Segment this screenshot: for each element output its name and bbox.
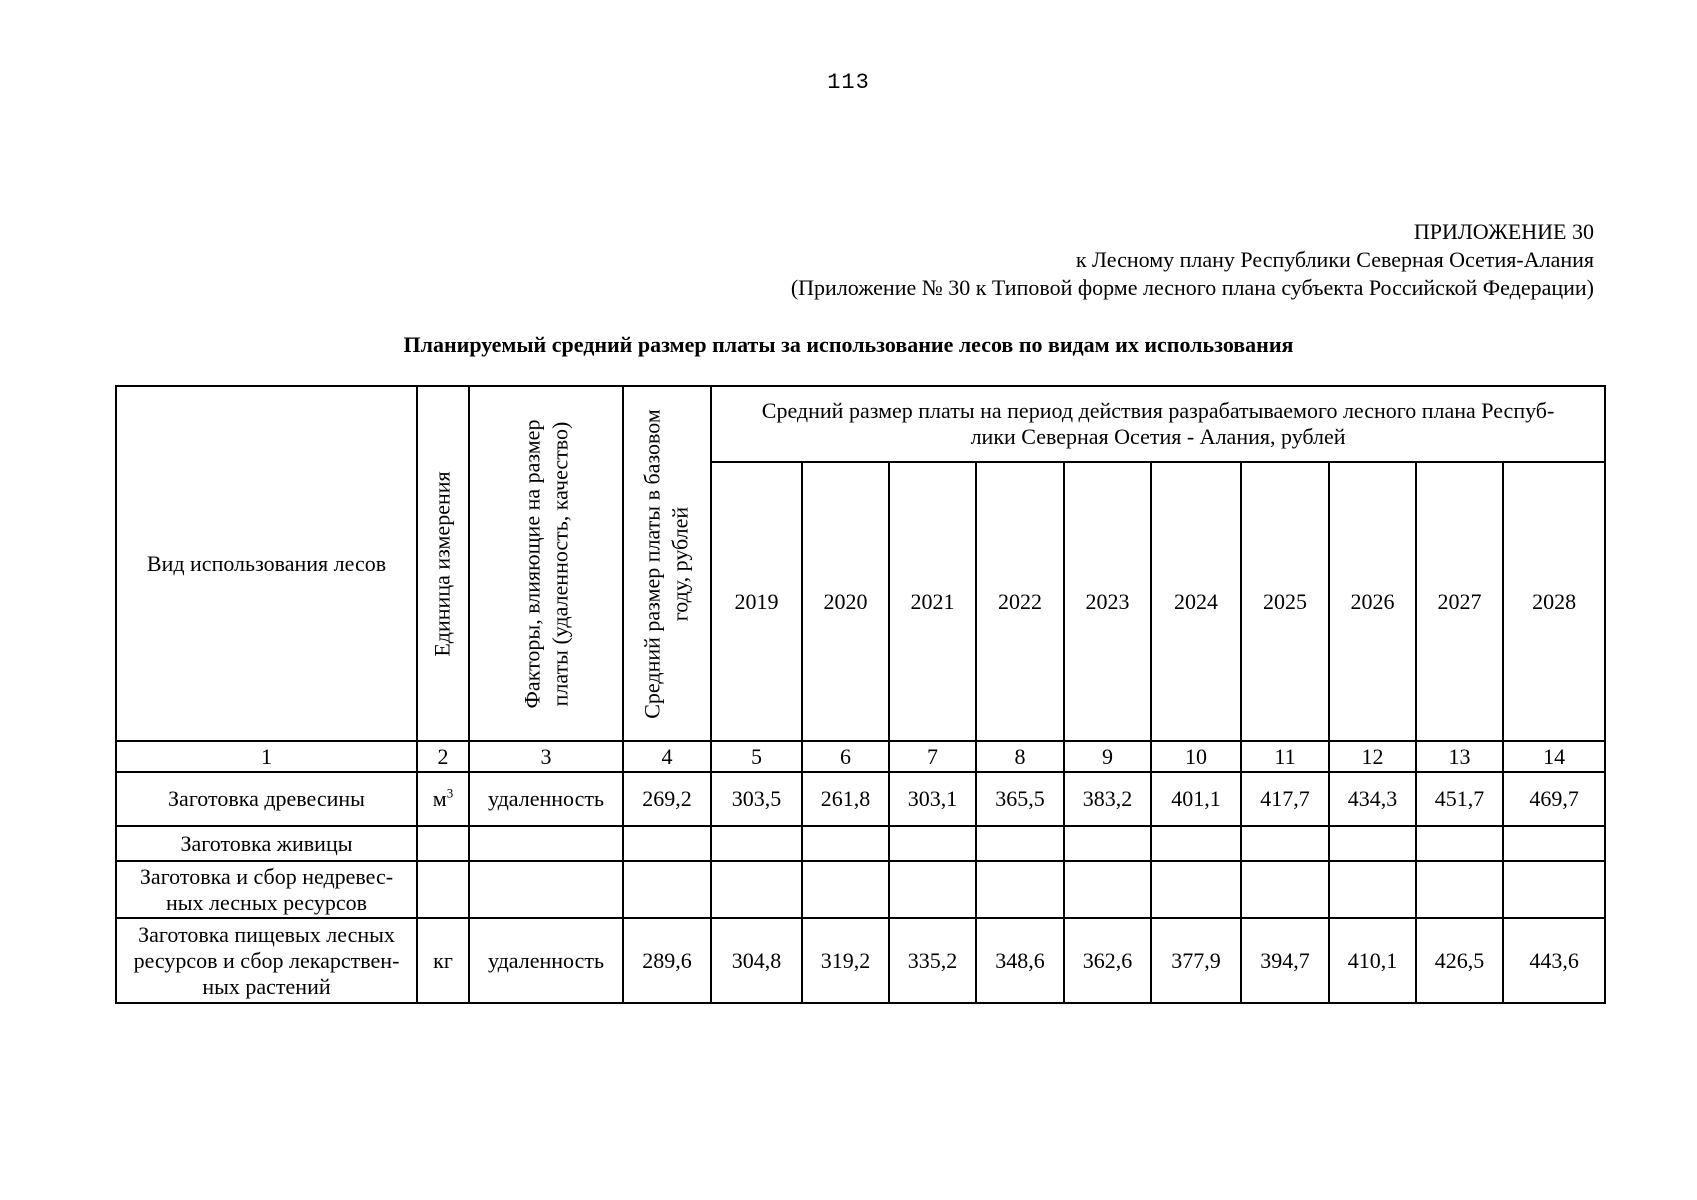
row-year-value	[1241, 861, 1329, 918]
row-year-value: 304,8	[711, 918, 802, 1003]
row-year-value: 303,1	[889, 772, 976, 826]
row-base-value	[623, 861, 711, 918]
row-year-value	[1064, 861, 1151, 918]
row-unit-text: м	[432, 786, 447, 811]
table-row-food-resources	[116, 918, 1605, 1003]
row-year-value: 434,3	[1329, 772, 1416, 826]
header-year: 2026	[1329, 462, 1416, 741]
header-year: 2022	[976, 462, 1064, 741]
row-kind	[116, 918, 417, 1003]
column-number: 11	[1241, 741, 1329, 772]
row-kind-line1: Заготовка пищевых лесных	[138, 921, 395, 947]
row-year-value	[1329, 826, 1416, 861]
header-factors-line1: Факторы, влияющие на размер	[519, 419, 544, 708]
row-year-value: 443,6	[1503, 918, 1605, 1003]
table-row-non-timber	[116, 861, 1605, 918]
row-year-value	[802, 861, 889, 918]
row-factor: удаленность	[469, 918, 623, 1003]
row-year-value	[711, 861, 802, 918]
column-number-row	[116, 741, 1605, 772]
row-kind: Заготовка живицы	[116, 826, 417, 861]
row-year-value	[1416, 826, 1503, 861]
row-year-value	[976, 826, 1064, 861]
row-year-value: 401,1	[1151, 772, 1241, 826]
row-year-value: 383,2	[1064, 772, 1151, 826]
document-title: Планируемый средний размер платы за использование лесов по видам их использования	[403, 332, 1294, 357]
row-kind-line2: ресурсов и сбор лекарствен-	[133, 947, 400, 973]
column-number: 4	[623, 741, 711, 772]
row-year-value: 365,5	[976, 772, 1064, 826]
header-period	[711, 386, 1605, 462]
header-unit	[417, 386, 469, 741]
row-year-value	[802, 826, 889, 861]
header-factors	[469, 386, 623, 741]
row-year-value: 417,7	[1241, 772, 1329, 826]
row-year-value: 303,5	[711, 772, 802, 826]
column-number: 8	[976, 741, 1064, 772]
payment-table	[115, 385, 1606, 1004]
row-unit	[417, 826, 469, 861]
row-base-value	[623, 826, 711, 861]
table-row-resin	[116, 826, 1605, 861]
table-row-timber	[116, 772, 1605, 826]
row-year-value	[889, 826, 976, 861]
row-kind-line1: Заготовка и сбор недревес-	[139, 863, 394, 889]
header-year: 2023	[1064, 462, 1151, 741]
row-year-value: 319,2	[802, 918, 889, 1003]
header-year: 2024	[1151, 462, 1241, 741]
column-number: 7	[889, 741, 976, 772]
row-base-value: 269,2	[623, 772, 711, 826]
row-year-value: 410,1	[1329, 918, 1416, 1003]
row-unit-superscript: 3	[446, 785, 454, 801]
row-year-value: 451,7	[1416, 772, 1503, 826]
row-year-value: 362,6	[1064, 918, 1151, 1003]
appendix-subtitle: к Лесному плану Республики Северная Осетия-Алания	[1075, 247, 1594, 272]
row-year-value	[1503, 861, 1605, 918]
row-unit: кг	[417, 918, 469, 1003]
column-number: 3	[469, 741, 623, 772]
header-factors-text	[518, 419, 574, 708]
row-factor	[469, 861, 623, 918]
row-year-value: 335,2	[889, 918, 976, 1003]
row-year-value	[1503, 826, 1605, 861]
header-year: 2027	[1416, 462, 1503, 741]
row-year-value	[1064, 826, 1151, 861]
header-row-1	[116, 386, 1605, 462]
column-number: 14	[1503, 741, 1605, 772]
header-year: 2028	[1503, 462, 1605, 741]
row-year-value	[711, 826, 802, 861]
header-year: 2020	[802, 462, 889, 741]
header-year: 2021	[889, 462, 976, 741]
row-unit	[417, 772, 469, 826]
row-base-value: 289,6	[623, 918, 711, 1003]
page-number: 113	[827, 70, 870, 95]
column-number: 2	[417, 741, 469, 772]
row-kind-line3: ных растений	[202, 973, 331, 999]
row-kind	[116, 861, 417, 918]
header-base-line2: году, рублей	[668, 506, 694, 621]
appendix-reference: (Приложение № 30 к Типовой форме лесного плана субъекта Российской Федерации)	[790, 275, 1594, 300]
row-kind-line2: ных лесных ресурсов	[165, 889, 368, 915]
appendix-title: ПРИЛОЖЕНИЕ 30	[1413, 219, 1594, 244]
header-base-text	[639, 409, 695, 718]
column-number: 5	[711, 741, 802, 772]
header-period-line1: Средний размер платы на период действия разрабатываемого лесного плана Респуб-	[761, 398, 1555, 423]
row-year-value	[1151, 861, 1241, 918]
row-year-value	[1241, 826, 1329, 861]
header-period-line2: лики Северная Осетия - Алания, рублей	[970, 424, 1346, 449]
appendix-header	[791, 218, 1594, 302]
header-kind: Вид использования лесов	[116, 386, 417, 741]
row-unit	[417, 861, 469, 918]
column-number: 9	[1064, 741, 1151, 772]
row-year-value	[1151, 826, 1241, 861]
column-number: 13	[1416, 741, 1503, 772]
row-factor	[469, 826, 623, 861]
row-year-value: 377,9	[1151, 918, 1241, 1003]
header-base	[623, 386, 711, 741]
row-kind: Заготовка древесины	[116, 772, 417, 826]
row-year-value	[976, 861, 1064, 918]
row-year-value	[889, 861, 976, 918]
row-year-value: 469,7	[1503, 772, 1605, 826]
column-number: 6	[802, 741, 889, 772]
row-year-value	[1416, 861, 1503, 918]
row-year-value: 261,8	[802, 772, 889, 826]
column-number: 10	[1151, 741, 1241, 772]
header-year: 2019	[711, 462, 802, 741]
row-year-value	[1329, 861, 1416, 918]
row-year-value: 394,7	[1241, 918, 1329, 1003]
column-number: 1	[116, 741, 417, 772]
header-factors-line2: платы (удаленность, качество)	[547, 421, 572, 706]
row-year-value: 348,6	[976, 918, 1064, 1003]
header-unit-text: Единица измерения	[430, 470, 456, 657]
row-factor: удаленность	[469, 772, 623, 826]
header-year: 2025	[1241, 462, 1329, 741]
column-number: 12	[1329, 741, 1416, 772]
row-year-value: 426,5	[1416, 918, 1503, 1003]
header-base-line1: Средний размер платы в базовом	[640, 408, 666, 719]
